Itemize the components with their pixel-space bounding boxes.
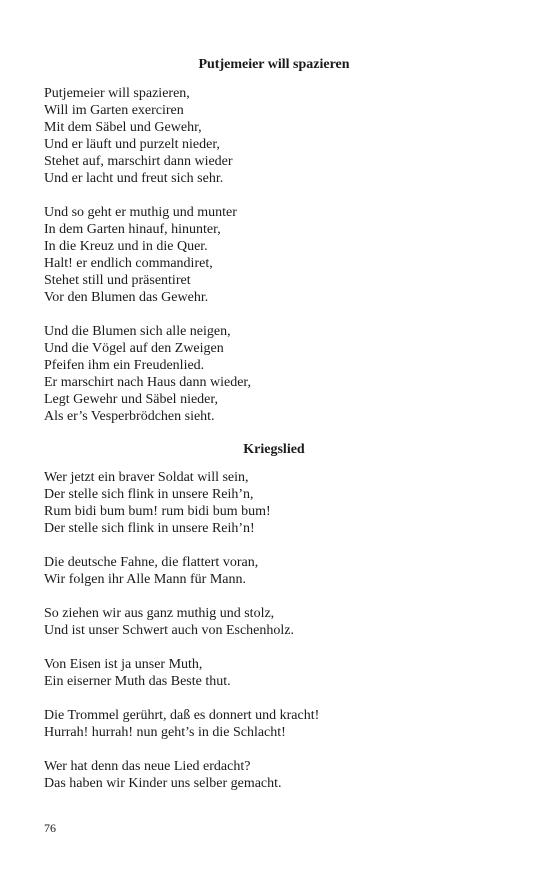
verse-line: Vor den Blumen das Gewehr. <box>44 290 209 305</box>
verse-line: Mit dem Säbel und Gewehr, <box>44 120 202 135</box>
verse-line: Und so geht er muthig und munter <box>44 205 237 220</box>
verse-line: Die deutsche Fahne, die flattert voran, <box>44 555 259 570</box>
stanza <box>44 758 464 792</box>
verse-line: Und ist unser Schwert auch von Eschenholz. <box>44 623 294 638</box>
page-number: 76 <box>44 821 56 835</box>
verse-line: In die Kreuz und in die Quer. <box>44 239 208 254</box>
verse-line: So ziehen wir aus ganz muthig und stolz, <box>44 606 275 621</box>
verse-line: Ein eiserner Muth das Beste thut. <box>44 674 231 689</box>
stanza <box>44 204 464 306</box>
verse-line: Pfeifen ihm ein Freudenlied. <box>44 358 205 373</box>
stanza <box>44 323 464 425</box>
verse-line: Will im Garten exerciren <box>44 103 184 118</box>
poem-title: Putjemeier will spazieren <box>198 57 350 72</box>
verse-line: Von Eisen ist ja unser Muth, <box>44 657 203 672</box>
verse-line: Putjemeier will spazieren, <box>44 86 190 101</box>
verse-line: Und er lacht und freut sich sehr. <box>44 171 224 186</box>
stanza <box>44 469 464 537</box>
verse-line: Der stelle sich flink in unsere Reih’n! <box>44 521 255 536</box>
stanza <box>44 554 464 588</box>
poem-kriegslied <box>44 441 464 792</box>
stanza <box>44 85 464 187</box>
stanza <box>44 656 464 690</box>
verse-line: In dem Garten hinauf, hinunter, <box>44 222 221 237</box>
verse-line: Und die Vögel auf den Zweigen <box>44 341 224 356</box>
verse-line: Rum bidi bum bum! rum bidi bum bum! <box>44 504 271 519</box>
verse-line: Und die Blumen sich alle neigen, <box>44 324 231 339</box>
verse-line: Die Trommel gerührt, daß es donnert und kracht! <box>44 708 320 723</box>
verse-line: Und er läuft und purzelt nieder, <box>44 137 220 152</box>
verse-line: Wir folgen ihr Alle Mann für Mann. <box>44 572 247 587</box>
verse-line: Das haben wir Kinder uns selber gemacht. <box>44 776 282 791</box>
verse-line: Halt! er endlich commandiret, <box>44 256 213 271</box>
stanza <box>44 707 464 741</box>
verse-line: Stehet still und präsentiret <box>44 273 191 288</box>
stanza <box>44 605 464 639</box>
verse-line: Wer hat denn das neue Lied erdacht? <box>44 759 251 774</box>
verse-line: Als er’s Vesperbrödchen sieht. <box>44 409 215 424</box>
verse-line: Legt Gewehr und Säbel nieder, <box>44 392 218 407</box>
verse-line: Er marschirt nach Haus dann wieder, <box>44 375 252 390</box>
verse-line: Der stelle sich flink in unsere Reih’n, <box>44 487 254 502</box>
poem-title: Kriegslied <box>243 442 305 457</box>
verse-line: Wer jetzt ein braver Soldat will sein, <box>44 470 249 485</box>
poem-putjemeier <box>44 56 464 425</box>
verse-line: Hurrah! hurrah! nun geht’s in die Schlacht! <box>44 725 286 740</box>
verse-line: Stehet auf, marschirt dann wieder <box>44 154 233 169</box>
